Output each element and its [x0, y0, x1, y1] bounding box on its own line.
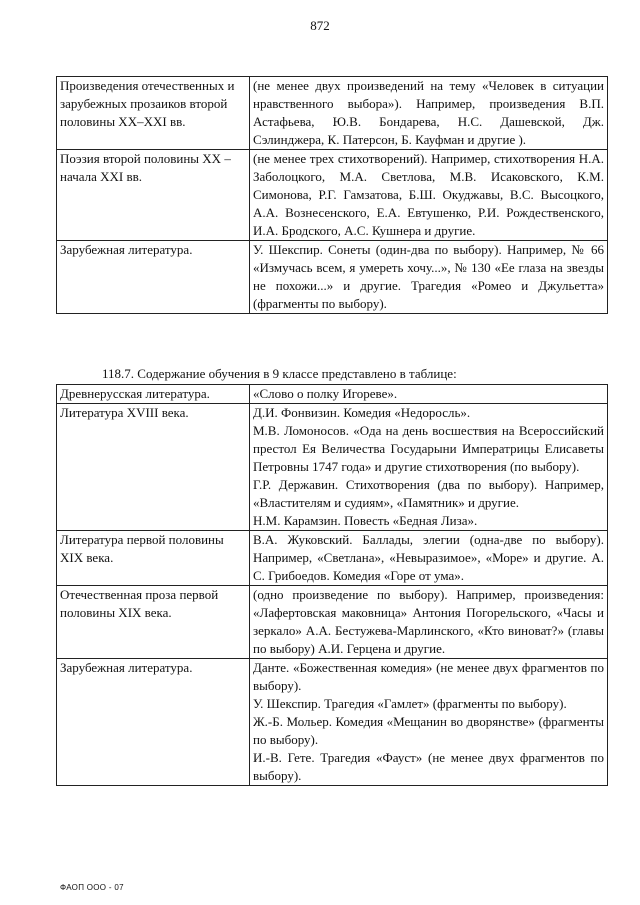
section-intro: 118.7. Содержание обучения в 9 классе представлено в таблице: — [102, 366, 457, 381]
table-row — [57, 385, 608, 404]
content-cell — [250, 385, 608, 404]
content-paragraph: Д.И. Фонвизин. Комедия «Недоросль». — [253, 405, 471, 420]
section-title-cell: Древнерусская литература. — [57, 385, 250, 404]
table-row — [57, 404, 608, 531]
section-title-cell: Поэзия второй половины XX – начала XXI вв. — [57, 150, 250, 241]
content-paragraph: Н.М. Карамзин. Повесть «Бедная Лиза». — [253, 513, 478, 528]
page-number: 872 — [310, 18, 330, 33]
footer-stamp: ФАОП ООО - 07 — [60, 883, 124, 892]
table1-body — [57, 77, 608, 314]
literature-table-9th-grade — [56, 384, 608, 786]
section-title-cell: Литература первой половины XIX века. — [57, 531, 250, 586]
content-paragraph: Данте. «Божественная комедия» (не менее двух фрагментов по выбору). — [253, 660, 604, 693]
content-paragraph: (не менее трех стихотворений). Например, стихотворения Н.А. Заболоцкого, М.А. Светлова, М.В. Исаковского, К.М. Симонова, Р.Г. Гамзатова, Б.Ш. Окуджавы, В.С. Высоцкого, А.А. Вознесенского, Е.А. Евтушенко, Р.И. Рождественского, И.А. Бродского, А.С. Кушнера и другие. — [253, 151, 604, 238]
content-paragraph: М.В. Ломоносов. «Ода на день восшествия на Всероссийский престол Ея Величества Государыни Императрицы Елисаветы Петровны 1747 года» и другие стихотворения (по выбору). — [253, 423, 604, 474]
table2-body — [57, 385, 608, 786]
table-row — [57, 586, 608, 659]
table-row — [57, 241, 608, 314]
content-paragraph: (одно произведение по выбору). Например, произведения: «Лафертовская маковница» Антония Погорельского, «Часы и зеркало» А.А. Бестужева-Марлинского, «Кто виноват?» (главы по выбору) А.И. Герцена и другие. — [253, 587, 604, 656]
content-cell — [250, 77, 608, 150]
content-cell — [250, 586, 608, 659]
content-cell — [250, 531, 608, 586]
section-title-cell: Отечественная проза первой половины XIX века. — [57, 586, 250, 659]
literature-table-8th-grade-end — [56, 76, 608, 314]
section-title-cell: Произведения отечественных и зарубежных прозаиков второй половины XX–XXI вв. — [57, 77, 250, 150]
content-paragraph: (не менее двух произведений на тему «Человек в ситуации нравственного выбора»). Например, произведения В.П. Астафьева, Ю.В. Бондарева, Н.С. Дашевской, Дж. Сэлинджера, К. Патерсон, Б. Кауфман и другие ). — [253, 78, 604, 147]
content-paragraph: У. Шекспир. Трагедия «Гамлет» (фрагменты по выбору). — [253, 696, 567, 711]
table-row — [57, 77, 608, 150]
content-cell — [250, 404, 608, 531]
content-paragraph: «Слово о полку Игореве». — [253, 386, 398, 401]
table-row — [57, 150, 608, 241]
content-paragraph: Ж.-Б. Мольер. Комедия «Мещанин во дворянстве» (фрагменты по выбору). — [253, 714, 604, 747]
content-cell — [250, 150, 608, 241]
content-cell — [250, 241, 608, 314]
content-cell — [250, 659, 608, 786]
section-title-cell: Зарубежная литература. — [57, 241, 250, 314]
content-paragraph: У. Шекспир. Сонеты (один-два по выбору). Например, № 66 «Измучась всем, я умереть хочу...», № 130 «Ее глаза на звезды не похожи...» и другие. Трагедия «Ромео и Джульетта» (фрагменты по выбору). — [253, 242, 604, 311]
content-paragraph: В.А. Жуковский. Баллады, элегии (одна-две по выбору). Например, «Светлана», «Невыразимое», «Море» и другие. А. С. Грибоедов. Комедия «Горе от ума». — [253, 532, 604, 583]
table-row — [57, 659, 608, 786]
content-paragraph: Г.Р. Державин. Стихотворения (два по выбору). Например, «Властителям и судиям», «Памятник» и другие. — [253, 477, 604, 510]
table-row — [57, 531, 608, 586]
section-title-cell: Зарубежная литература. — [57, 659, 250, 786]
section-title-cell: Литература XVIII века. — [57, 404, 250, 531]
content-paragraph: И.-В. Гете. Трагедия «Фауст» (не менее двух фрагментов по выбору). — [253, 750, 604, 783]
